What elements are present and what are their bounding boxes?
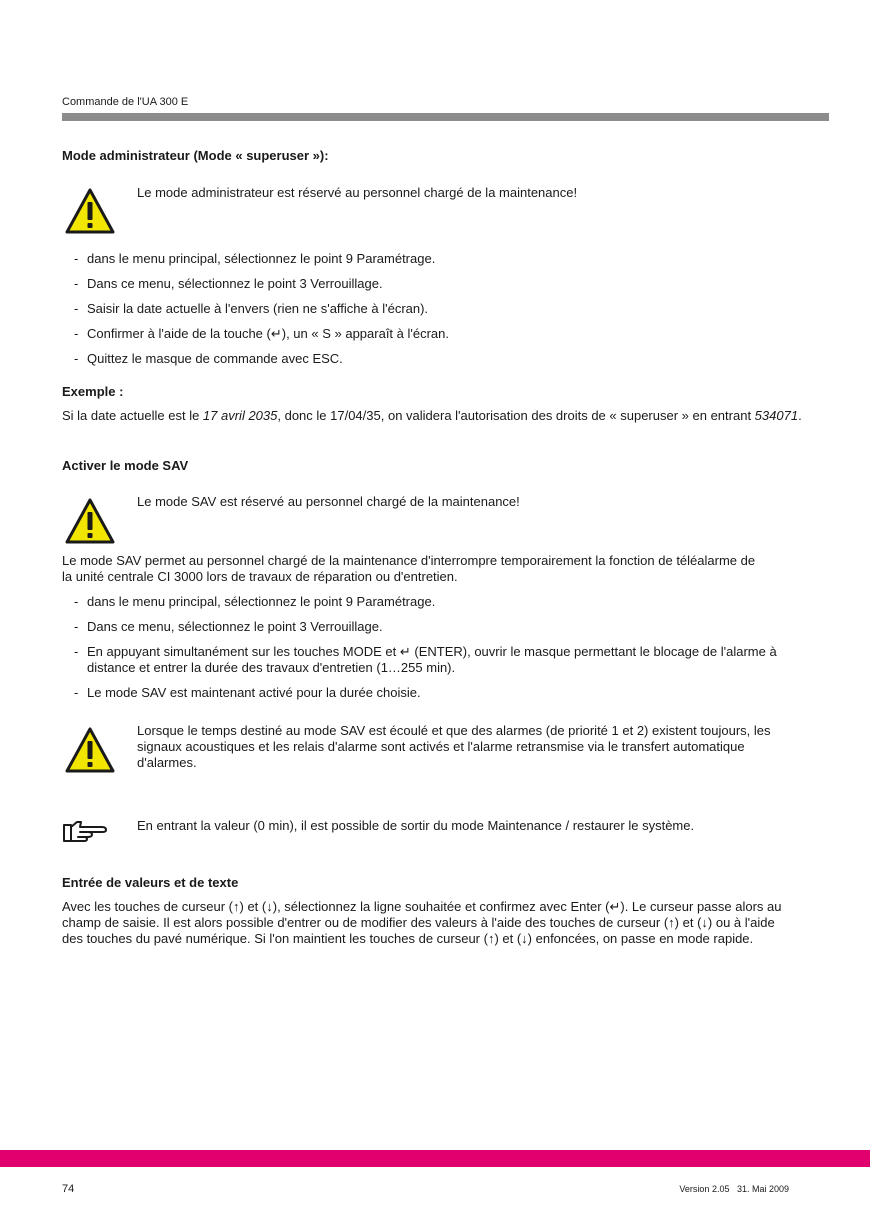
header-rule: [62, 113, 829, 121]
list-item: - Saisir la date actuelle à l'envers (rien ne s'affiche à l'écran).: [62, 301, 802, 317]
superuser-heading: Mode administrateur (Mode « superuser »):: [62, 148, 329, 163]
example-text-middle: , donc le 17/04/35, on validera l'autorisation des droits de « superuser » en entrant: [277, 408, 755, 423]
superuser-warning: Le mode administrateur est réservé au personnel chargé de la maintenance!: [137, 185, 578, 200]
example-text: [62, 408, 802, 424]
list-item: - En appuyant simultanément sur les touches MODE et ↵ (ENTER), ouvrir le masque permettant le blocage de l'alarme à distance et entrer la durée des travaux d'entretien (1…255 min).: [62, 644, 777, 676]
input-heading: Entrée de valeurs et de texte: [62, 875, 239, 890]
example-date: 17 avril 2035: [202, 408, 278, 423]
superuser-steps: [62, 251, 802, 367]
list-item: - Quittez le masque de commande avec ESC.: [62, 351, 802, 367]
list-item: - Dans ce menu, sélectionnez le point 3 Verrouillage.: [62, 619, 802, 635]
sav-heading: Activer le mode SAV: [62, 458, 189, 473]
sav-warning-timeout: Lorsque le temps destiné au mode SAV est écoulé et que des alarmes (de priorité 1 et 2) existent toujours, les signaux acoustiques et les relais d'alarme sont activés et l'alarme retransmise via le transfert automatique d'alarmes.: [137, 723, 771, 770]
warning-icon: [65, 727, 115, 773]
page-number: 74: [62, 1183, 75, 1195]
sav-warning: Le mode SAV est réservé au personnel chargé de la maintenance!: [137, 494, 520, 509]
example-text-before: Si la date actuelle est le: [62, 408, 203, 423]
example-text-end: .: [798, 408, 802, 423]
footer-accent-bar: [0, 1150, 870, 1167]
list-item: - dans le menu principal, sélectionnez le point 9 Paramétrage.: [62, 594, 802, 610]
sav-intro: Le mode SAV permet au personnel chargé de la maintenance d'interrompre temporairement la fonction de téléalarme de la unité centrale CI 3000 lors de travaux de réparation ou d'entretien.: [62, 553, 756, 584]
sav-steps: [62, 594, 802, 701]
pointing-hand-icon: [62, 818, 108, 844]
version-date: Version 2.05 31. Mai 2009: [679, 1184, 789, 1194]
warning-icon: [65, 498, 115, 544]
page-header-title: Commande de l'UA 300 E: [62, 96, 189, 108]
list-item: - Confirmer à l'aide de la touche (↵), un « S » apparaît à l'écran.: [62, 326, 802, 342]
example-code: 534071: [754, 408, 799, 423]
example-heading: Exemple :: [62, 384, 124, 399]
warning-icon: [65, 188, 115, 234]
sav-note: En entrant la valeur (0 min), il est possible de sortir du mode Maintenance / restaurer le système.: [137, 818, 695, 833]
list-item: - Le mode SAV est maintenant activé pour la durée choisie.: [62, 685, 802, 701]
list-item: - dans le menu principal, sélectionnez le point 9 Paramétrage.: [62, 251, 802, 267]
list-item: - Dans ce menu, sélectionnez le point 3 Verrouillage.: [62, 276, 802, 292]
input-text: Avec les touches de curseur (↑) et (↓), sélectionnez la ligne souhaitée et confirmez avec Enter (↵). Le curseur passe alors au champ de saisie. Il est alors possible d'entrer ou de modifier des valeurs à l'aide des touches de curseur (↑) et (↓) ou à l'aide des touches du pavé numérique. Si l'on maintient les touches de curseur (↑) et (↓) enfoncées, on passe en mode rapide.: [62, 899, 782, 946]
